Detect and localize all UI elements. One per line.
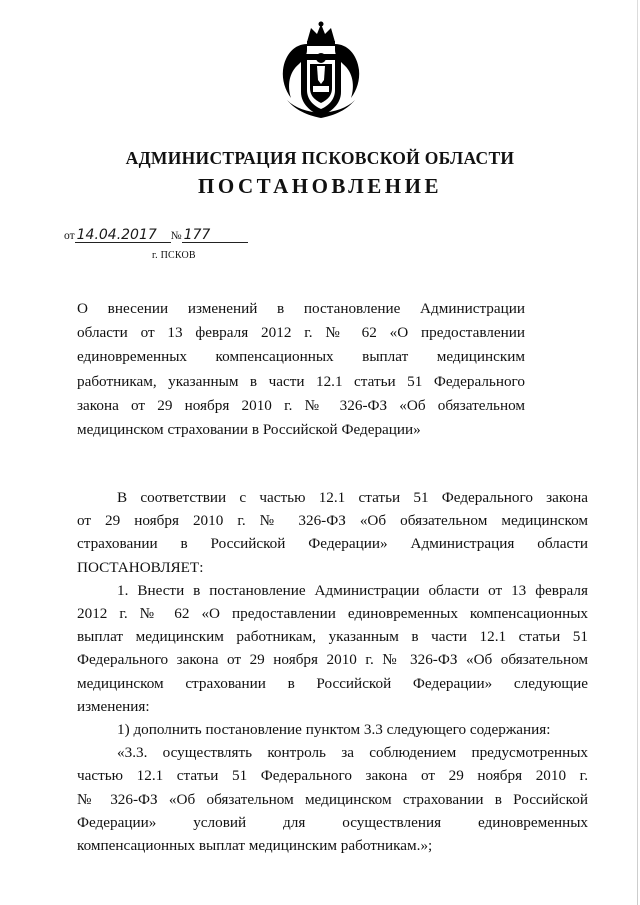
body-line: страховании в Российской Федерации» Администрация области [77, 535, 588, 553]
organization-title: АДМИНИСТРАЦИЯ ПСКОВСКОЙ ОБЛАСТИ [125, 148, 515, 168]
body-line: Федерации» условий для осуществления единовременных [77, 813, 588, 831]
handwritten-number: 177 [182, 228, 248, 243]
body-line: компенсационных выплат медицинским работникам.»; [77, 837, 433, 855]
body-line: В соответствии с частью 12.1 статьи 51 Федерального закона [117, 489, 588, 506]
body-line: медицинском страховании в Российской Федерации» следующие [77, 674, 588, 692]
handwritten-date: 14.04.2017 [75, 228, 171, 243]
body-line: Федерального закона от 29 ноября 2010 г. № 326-ФЗ «Об обязательном [77, 651, 588, 669]
subject-line: закона от 29 ноября 2010 г. № 326-ФЗ «Об обязательном [77, 396, 525, 414]
date-prefix: от [64, 230, 75, 242]
document-type-title: ПОСТАНОВЛЕНИЕ [198, 174, 442, 198]
number-sign: № [170, 230, 182, 242]
body-line: ПОСТАНОВЛЯЕТ: [77, 558, 204, 576]
document-subject [77, 297, 525, 442]
body-line: от 29 ноября 2010 г. № 326-ФЗ «Об обязательном медицинском [77, 512, 588, 530]
subject-line: работникам, указанным в части 12.1 статьи 51 Федерального [77, 372, 525, 390]
subject-line: медицинском страховании в Российской Федерации» [77, 421, 421, 439]
date-number-line [64, 228, 248, 243]
subject-line: единовременных компенсационных выплат медицинским [77, 348, 525, 366]
scan-edge [637, 0, 638, 905]
body-line: изменения: [77, 697, 150, 715]
document-body [77, 486, 588, 857]
body-line: «3.3. осуществлять контроль за соблюдением предусмотренных [117, 744, 588, 762]
body-line: 1. Внести в постановление Администрации области от 13 февраля [117, 581, 588, 599]
coat-of-arms-emblem [277, 20, 365, 120]
body-line: 2012 г. № 62 «О предоставлении единовременных компенсационных [77, 605, 588, 623]
body-line: № 326-ФЗ «Об обязательном медицинском страховании в Российской [77, 790, 588, 808]
body-line: 1) дополнить постановление пунктом 3.3 следующего содержания: [117, 721, 551, 739]
subject-line: О внесении изменений в постановление Администрации [77, 300, 525, 317]
body-line: частью 12.1 статьи 51 Федерального закона от 29 ноября 2010 г. [77, 767, 588, 785]
subject-line: области от 13 февраля 2012 г. № 62 «О предоставлении [77, 324, 525, 342]
city-label: г. ПСКОВ [152, 250, 196, 261]
body-line: выплат медицинским работникам, указанным в части 12.1 статьи 51 [77, 628, 588, 646]
